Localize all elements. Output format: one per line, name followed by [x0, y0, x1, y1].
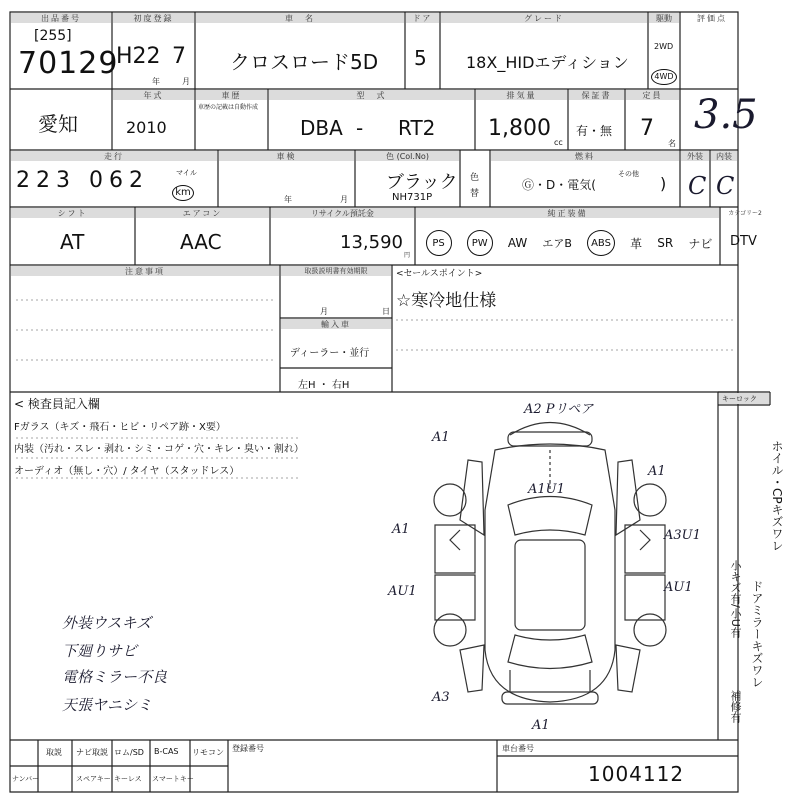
header-warranty: 保証書 [581, 91, 612, 100]
recycle-value: 13,590 [340, 232, 403, 253]
header-inspection: 車検 [276, 152, 297, 161]
inspection-month-unit: 月 [340, 195, 348, 204]
damage-front-bumper: A2 Pリペア [524, 402, 594, 417]
capacity-value: 7 [640, 116, 654, 141]
header-grade: グレード [524, 14, 564, 23]
inspector-header: < 検査員記入欄 [14, 397, 100, 411]
displacement-value: 1,800 [488, 116, 551, 141]
color-code: NH731P [392, 192, 433, 203]
car-diagram [420, 400, 680, 730]
interior-score: C [716, 172, 735, 200]
vertical-note-small: 小キズ有/小U有 [729, 560, 742, 638]
equip-dtv: DTV [730, 234, 757, 249]
mileage-digit: 0 [89, 168, 109, 193]
inspector-line-audio: オーディオ（無し・穴）/ タイヤ（スタッドレス） [14, 466, 240, 477]
damage-hood: A1U1 [528, 482, 565, 497]
equip-sunroof: SR [657, 236, 674, 250]
shift-value: AT [60, 230, 85, 254]
bottom-reg-label: 登録番号 [232, 744, 264, 753]
equip-navi: ナビ [688, 236, 713, 251]
exterior-score: C [688, 172, 707, 200]
model-code-prefix: DBA [300, 116, 343, 140]
body-no-label: 車台番号 [502, 744, 534, 753]
header-import: 輸入車 [321, 320, 351, 329]
first-reg-month: 7 [172, 44, 186, 69]
km-circle: km [172, 185, 194, 201]
equipment-list [418, 225, 720, 261]
damage-left-rear-door: AU1 [388, 584, 417, 599]
region-value: 愛知 [38, 112, 78, 136]
header-shift: シフト [57, 209, 88, 218]
note-line-3: 電格ミラー不良 [62, 668, 168, 686]
damage-rear: A1 [532, 718, 550, 733]
keylock-label: キーロック [722, 395, 757, 403]
bottom-label-remote: リモコン [192, 748, 224, 757]
drive-4wd-circle: 4WD [651, 69, 677, 85]
bottom-label-spare-key: スペアキー [76, 775, 111, 783]
first-reg-year-unit: 年 [152, 77, 160, 86]
bottom-label-manual: 取説 [46, 748, 62, 757]
header-score: 評価点 [697, 14, 727, 23]
fuel-close: ) [660, 174, 667, 193]
first-reg-month-unit: 月 [182, 77, 190, 86]
header-recycle: リサイクル預託金 [311, 209, 374, 218]
header-model-code: 型 式 [356, 91, 387, 100]
header-exterior: 外装 [687, 152, 703, 161]
header-aircon: エアコン [182, 209, 223, 218]
header-record-book: 取扱説明書有効期限 [304, 267, 368, 275]
model-year-value: 2010 [126, 118, 167, 137]
header-region: 地域 [51, 91, 71, 100]
color-name: ブラック [386, 172, 458, 193]
lot-prefix: [255] [34, 28, 72, 44]
note-line-1: 外装ウスキズ [62, 614, 152, 632]
lot-number: 70129 [18, 46, 119, 81]
inspector-line-interior: 内装（汚れ・スレ・剥れ・シミ・コゲ・穴・キレ・臭い・割れ） [14, 444, 304, 455]
fuel-label-1: 色 [470, 173, 480, 183]
first-reg-era: H22 [116, 44, 161, 69]
mileage-unit-km [172, 180, 194, 201]
damage-front-left: A1 [432, 430, 450, 445]
doors-value: 5 [414, 46, 427, 70]
import-type: ディーラー・並行 [290, 348, 370, 359]
header-color: 色 (Col.No) [386, 152, 429, 161]
bottom-label-navi-manual: ナビ取説 [76, 748, 108, 757]
header-remarks: 注意事項 [125, 267, 165, 276]
header-fuel: 燃料 [575, 152, 595, 161]
mileage-digit: 2 [129, 168, 149, 193]
equip-airbag: エアB [542, 237, 572, 250]
vertical-note-wheel: ホイル・CPキズワレ [770, 440, 784, 552]
equip-pw: PW [467, 230, 493, 256]
aircon-value: AAC [180, 230, 222, 254]
mileage-digit: 3 [56, 168, 76, 193]
bottom-label-rom: ロム/SD [114, 748, 144, 757]
damage-front-right: A1 [648, 464, 666, 479]
damage-right-rear-door: AU1 [664, 580, 693, 595]
recycle-unit: 円 [404, 252, 411, 259]
inspection-year-unit: 年 [284, 195, 292, 204]
displacement-unit: cc [554, 138, 563, 147]
header-lot-number: 出品番号 [41, 14, 81, 23]
mileage-unit-mile: マイル [176, 169, 197, 177]
bottom-label-bcas: B-CAS [154, 747, 179, 756]
equip-aw: AW [507, 236, 528, 250]
header-doors: ドア [412, 14, 433, 23]
capacity-unit: 名 [668, 139, 676, 148]
mileage-digit: 2 [36, 168, 56, 193]
fuel-other: その他 [618, 170, 639, 178]
header-capacity: 定員 [642, 91, 663, 100]
header-displacement: 排気量 [506, 91, 537, 100]
score-value: 3.5 [694, 92, 758, 138]
header-mileage: 走行 [104, 152, 124, 161]
import-steering: 左H ・ 右H [298, 380, 350, 391]
fuel-label-2: 替 [470, 189, 480, 199]
body-number: 1004112 [588, 762, 685, 786]
mileage-digits [16, 168, 149, 193]
damage-left-side: A1 [392, 522, 410, 537]
header-equipment: 純正装備 [547, 209, 588, 218]
header-interior: 内装 [716, 152, 732, 161]
inspector-line-glass: Fガラス（キズ・飛石・ヒビ・リペア跡・X要） [14, 422, 226, 433]
header-prefix: 車歴 [221, 91, 242, 100]
equip-abs: ABS [587, 230, 615, 256]
vertical-note-mirror: ドアミラーキズワレ [750, 580, 764, 688]
header-sales-point: <セールスポイント> [396, 269, 483, 279]
drive-2wd: 2WD [654, 42, 674, 51]
record-day-unit: 日 [382, 307, 390, 316]
fuel-options: Ⓖ・D・電気( [522, 178, 596, 192]
bottom-label-keyless: キーレス [114, 775, 142, 783]
model-name: クロスロード5D [230, 50, 379, 74]
damage-rear-left: A3 [432, 690, 450, 705]
equip-ps: PS [426, 230, 452, 256]
model-code: RT2 [398, 116, 436, 140]
header-model-name: 車 名 [285, 14, 315, 23]
header-drive: 駆動 [656, 14, 672, 23]
vertical-note-repair: 補修有 [729, 690, 742, 723]
mileage-digit: 6 [109, 168, 129, 193]
model-code-dash: - [356, 116, 364, 140]
header-category: カテゴリー2 [728, 210, 762, 217]
prefix-note: 車歴の記載は自動作成 [198, 104, 259, 111]
damage-right-front-door: A3U1 [664, 528, 701, 543]
header-model-year: 年式 [143, 91, 164, 100]
bottom-label-smartkey: スマートキー [152, 775, 194, 783]
note-line-2: 下廻りサビ [62, 642, 138, 660]
drive-4wd [651, 64, 677, 85]
sales-point-value: ☆寒冷地仕様 [396, 291, 497, 311]
note-line-4: 天張ヤニシミ [62, 696, 153, 714]
record-month-unit: 月 [320, 307, 328, 316]
header-first-reg: 初度登録 [133, 14, 174, 23]
mileage-digit: 2 [16, 168, 36, 193]
bottom-label-plate: ナンバー [12, 775, 40, 783]
equip-leather: 革 [630, 236, 643, 251]
grade-value: 18X_HIDエディション [466, 53, 629, 72]
warranty-options: 有・無 [576, 124, 613, 138]
